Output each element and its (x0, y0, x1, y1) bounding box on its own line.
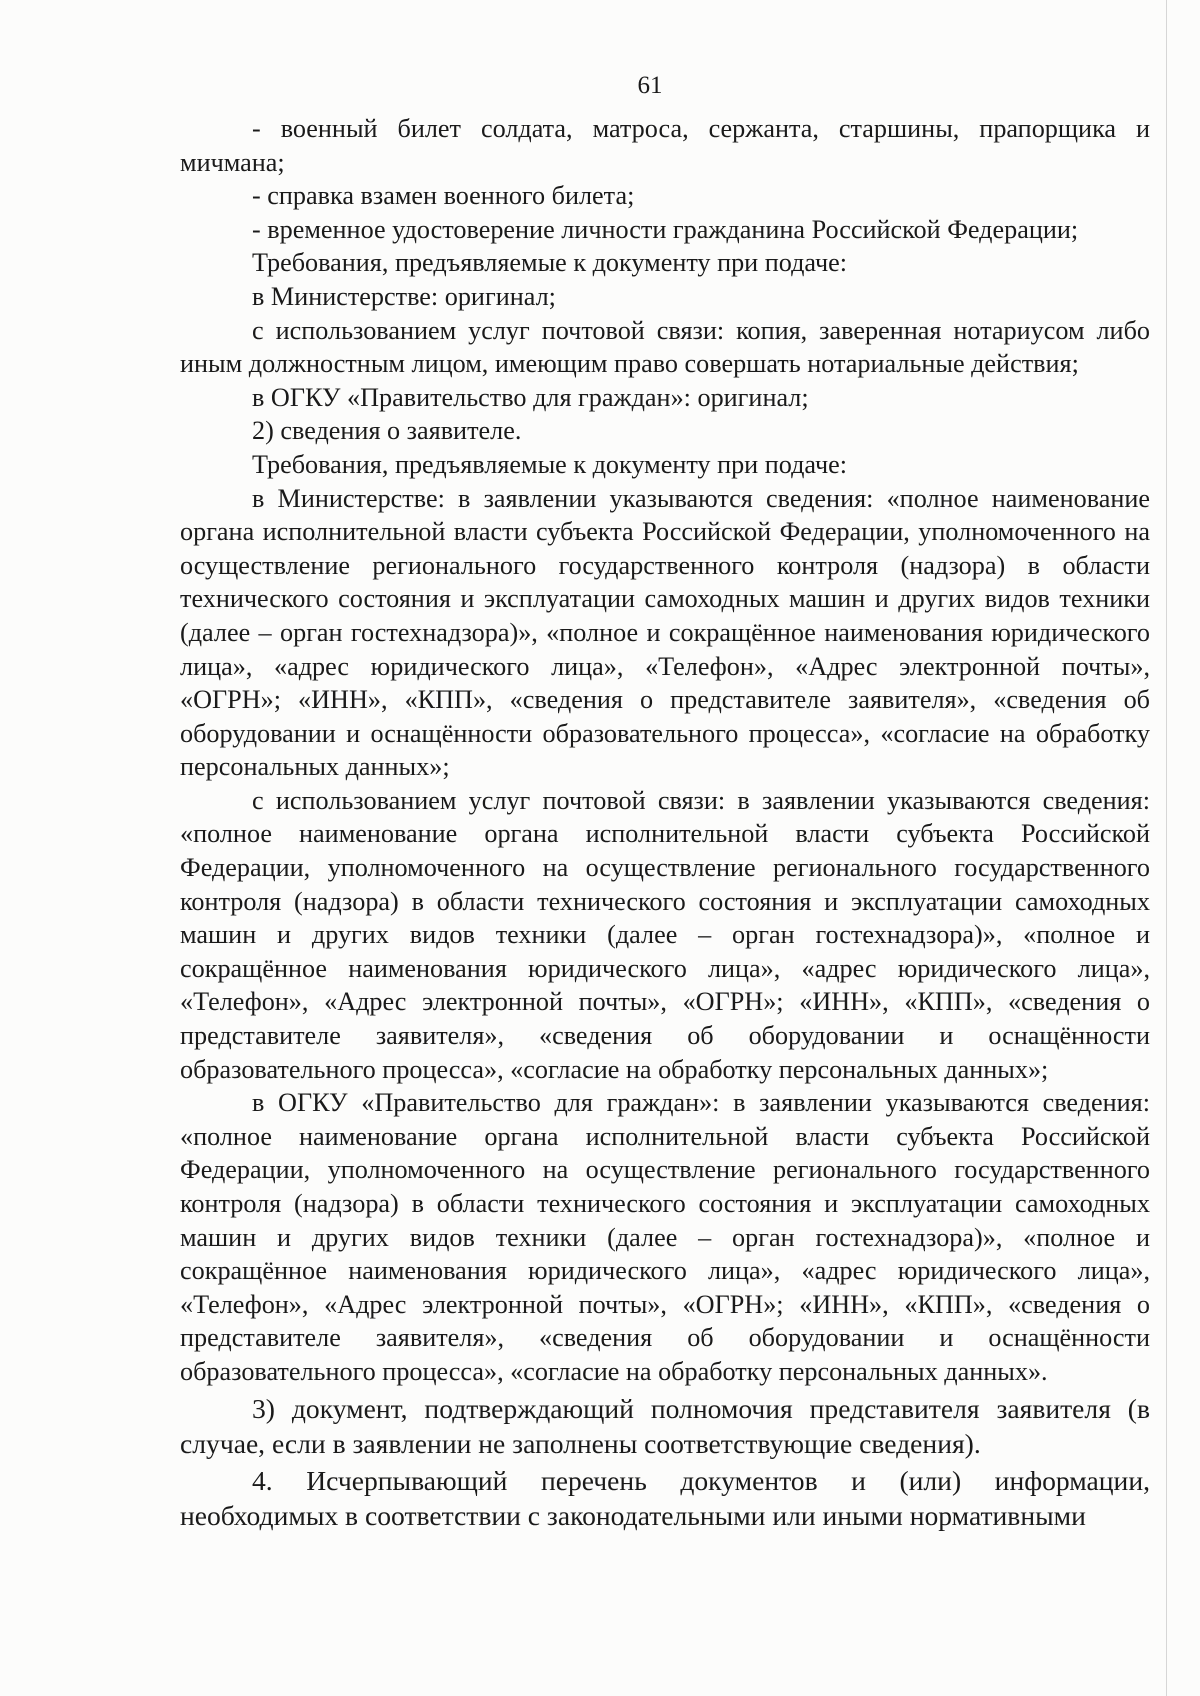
paragraph-exhaustive-list: 4. Исчерпывающий перечень документов и (или) информации, необходимых в соответствии с законодательными или иными нормативными (180, 1464, 1150, 1531)
paragraph-applicant-info: 2) сведения о заявителе. (252, 416, 522, 446)
paragraph-requirements-heading: Требования, предъявляемые к документу при подаче: (252, 248, 848, 278)
paragraph-ogku-application: в ОГКУ «Правительство для граждан»: в заявлении указываются сведения: «полное наименование органа исполнительной власти субъекта Российской Федерации, уполномоченного на осуществление регионального государственного контроля (надзора) в области технического состояния и эксплуатации самоходных машин и других видов техники (далее – орган гостехнадзора)», «полное и сокращённое наименования юридического лица», «адрес юридического лица», «Телефон», «Адрес электронной почты», «ОГРН»; «ИНН», «КПП», «сведения о представителе заявителя», «сведения об оборудовании и оснащённости образовательного процесса», «согласие на обработку персональных данных». (180, 1088, 1150, 1386)
paragraph-military-id: - военный билет солдата, матроса, сержанта, старшины, прапорщика и мичмана; (180, 114, 1150, 177)
paragraph-postal-application: с использованием услуг почтовой связи: в заявлении указываются сведения: «полное наименование органа исполнительной власти субъекта Российской Федерации, уполномоченного на осуществление регионального государственного контроля (надзора) в области технического состояния и эксплуатации самоходных машин и других видов техники (далее – орган гостехнадзора)», «полное и сокращённое наименования юридического лица», «адрес юридического лица», «Телефон», «Адрес электронной почты», «ОГРН»; «ИНН», «КПП», «сведения о представителе заявителя», «сведения об оборудовании и оснащённости образовательного процесса», «согласие на обработку персональных данных»; (180, 785, 1150, 1084)
paragraph-ministry-original: в Министерстве: оригинал; (252, 281, 556, 311)
paragraph-postal-copy: с использованием услуг почтовой связи: копия, заверенная нотариусом либо иным должностным лицом, имеющим право совершать нотариальные действия; (180, 315, 1150, 379)
scan-edge-line (1166, 0, 1167, 1696)
paragraph-certificate: - справка взамен военного билета; (252, 181, 635, 211)
paragraph-ogku-original: в ОГКУ «Правительство для граждан»: оригинал; (252, 382, 809, 412)
page-number: 61 (637, 72, 663, 99)
paragraph-requirements-heading-2: Требования, предъявляемые к документу при подаче: (252, 449, 848, 479)
document-body (180, 112, 1150, 1533)
paragraph-representative-authority: 3) документ, подтверждающий полномочия представителя заявителя (в случае, если в заявлении не заполнены соответствующие сведения). (180, 1392, 1150, 1459)
paragraph-temporary-id: - временное удостоверение личности гражданина Российской Федерации; (252, 214, 1079, 244)
paragraph-ministry-application: в Министерстве: в заявлении указываются сведения: «полное наименование органа исполнительной власти субъекта Российской Федерации, уполномоченного на осуществление регионального государственного контроля (надзора) в области технического состояния и эксплуатации самоходных машин и других видов техники (далее – орган гостехнадзора)», «полное и сокращённое наименования юридического лица», «адрес юридического лица», «Телефон», «Адрес электронной почты», «ОГРН»; «ИНН», «КПП», «сведения о представителе заявителя», «сведения об оборудовании и оснащённости образовательного процесса», «согласие на обработку персональных данных»; (180, 483, 1150, 782)
